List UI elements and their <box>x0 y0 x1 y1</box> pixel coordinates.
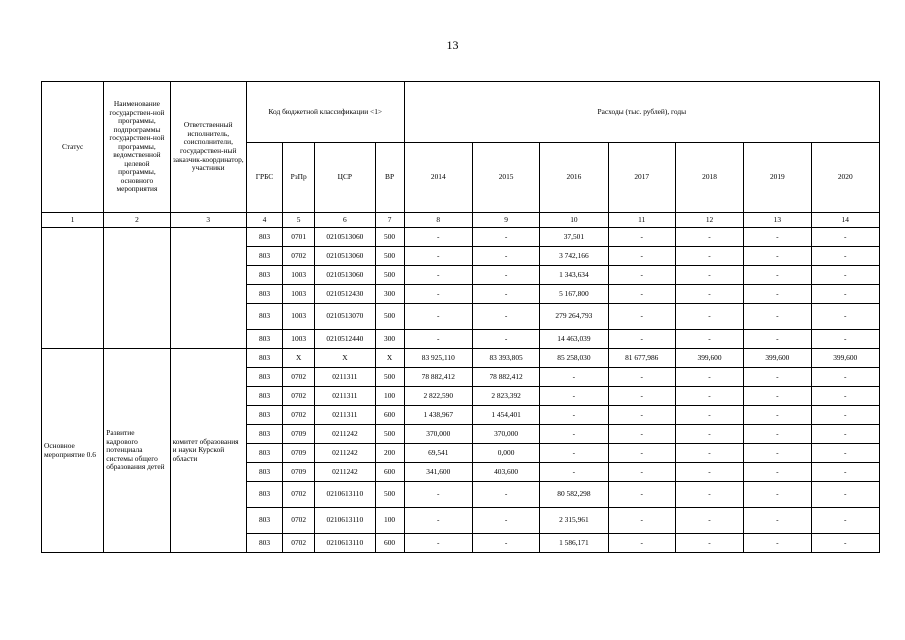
code-cell: 500 <box>375 482 404 508</box>
code-cell: 0702 <box>283 482 315 508</box>
expense-cell: - <box>608 444 675 463</box>
responsible-cell <box>170 228 246 349</box>
header-year: 2020 <box>811 143 880 213</box>
expense-cell: - <box>608 508 675 534</box>
code-cell: 803 <box>246 534 282 553</box>
column-index: 1 <box>42 213 104 228</box>
expense-cell: - <box>404 482 472 508</box>
code-cell: 0701 <box>283 228 315 247</box>
code-cell: 0702 <box>283 387 315 406</box>
code-cell: 500 <box>375 425 404 444</box>
code-cell: 500 <box>375 228 404 247</box>
expense-cell: - <box>472 482 539 508</box>
code-cell: 1003 <box>283 304 315 330</box>
expense-cell: 399,600 <box>811 349 880 368</box>
code-cell: 1003 <box>283 330 315 349</box>
expense-cell: 341,600 <box>404 463 472 482</box>
expense-cell: - <box>675 368 743 387</box>
expense-cell: - <box>811 425 880 444</box>
header-vr: ВР <box>375 143 404 213</box>
expense-cell: 399,600 <box>675 349 743 368</box>
expense-cell: - <box>608 247 675 266</box>
expense-cell: - <box>608 266 675 285</box>
code-cell: X <box>375 349 404 368</box>
table-row <box>42 349 880 368</box>
code-cell: 803 <box>246 349 282 368</box>
code-cell: 0210613110 <box>315 482 375 508</box>
expense-cell: - <box>675 266 743 285</box>
expense-cell: 85 258,030 <box>540 349 608 368</box>
expense-cell: - <box>675 463 743 482</box>
expense-cell: - <box>811 266 880 285</box>
expense-cell: - <box>608 330 675 349</box>
expense-cell: 5 167,800 <box>540 285 608 304</box>
code-cell: 803 <box>246 508 282 534</box>
column-index: 14 <box>811 213 880 228</box>
expense-cell: - <box>744 482 811 508</box>
code-cell: 803 <box>246 304 282 330</box>
expense-cell: 1 438,967 <box>404 406 472 425</box>
expense-cell: - <box>608 534 675 553</box>
expense-cell: - <box>608 406 675 425</box>
code-cell: 803 <box>246 425 282 444</box>
program-name-cell: Развитие кадрового потенциала системы общего образования детей <box>104 349 170 553</box>
header-year: 2015 <box>472 143 539 213</box>
expense-cell: 1 586,171 <box>540 534 608 553</box>
expense-cell: - <box>472 247 539 266</box>
code-cell: 300 <box>375 330 404 349</box>
table-body <box>42 82 880 553</box>
code-cell: 0211242 <box>315 463 375 482</box>
expense-cell: - <box>608 425 675 444</box>
expense-cell: - <box>608 368 675 387</box>
expense-cell: - <box>608 304 675 330</box>
expense-cell: - <box>744 368 811 387</box>
code-cell: 0211242 <box>315 425 375 444</box>
expense-cell: 399,600 <box>744 349 811 368</box>
expense-cell: 1 454,401 <box>472 406 539 425</box>
expense-cell: - <box>811 508 880 534</box>
expense-cell: - <box>540 406 608 425</box>
column-index: 10 <box>540 213 608 228</box>
expense-cell: - <box>472 508 539 534</box>
expense-cell: - <box>744 444 811 463</box>
expense-cell: - <box>404 304 472 330</box>
expense-cell: 69,541 <box>404 444 472 463</box>
code-cell: 0210512430 <box>315 285 375 304</box>
responsible-cell: комитет образования и науки Курской области <box>170 349 246 553</box>
expense-cell: - <box>744 330 811 349</box>
expense-cell: 78 882,412 <box>472 368 539 387</box>
expense-cell: - <box>472 228 539 247</box>
expense-cell: 80 582,298 <box>540 482 608 508</box>
code-cell: 0709 <box>283 425 315 444</box>
header-year: 2019 <box>744 143 811 213</box>
expense-cell: - <box>675 482 743 508</box>
expense-cell: - <box>811 247 880 266</box>
expense-cell: - <box>608 463 675 482</box>
expense-cell: - <box>540 463 608 482</box>
code-cell: 600 <box>375 534 404 553</box>
expense-cell: 0,000 <box>472 444 539 463</box>
expense-cell: - <box>744 508 811 534</box>
expense-cell: - <box>744 406 811 425</box>
code-cell: 200 <box>375 444 404 463</box>
code-cell: 100 <box>375 508 404 534</box>
code-cell: 0211242 <box>315 444 375 463</box>
code-cell: 803 <box>246 247 282 266</box>
code-cell: 0702 <box>283 247 315 266</box>
expense-cell: - <box>744 247 811 266</box>
expense-cell: 14 463,039 <box>540 330 608 349</box>
code-cell: 803 <box>246 266 282 285</box>
code-cell: X <box>315 349 375 368</box>
column-index: 11 <box>608 213 675 228</box>
code-cell: 0210613110 <box>315 534 375 553</box>
code-cell: 600 <box>375 463 404 482</box>
code-cell: 100 <box>375 387 404 406</box>
expense-cell: - <box>404 330 472 349</box>
header-expenses: Расходы (тыс. рублей), годы <box>404 82 879 143</box>
header-year: 2016 <box>540 143 608 213</box>
expense-cell: - <box>608 482 675 508</box>
code-cell: 0210512440 <box>315 330 375 349</box>
column-index: 9 <box>472 213 539 228</box>
expense-cell: - <box>675 330 743 349</box>
column-index: 5 <box>283 213 315 228</box>
expense-cell: - <box>675 425 743 444</box>
code-cell: X <box>283 349 315 368</box>
expense-cell: - <box>608 228 675 247</box>
code-cell: 0210513060 <box>315 266 375 285</box>
status-cell: Основное мероприятие 0.6 <box>42 349 104 553</box>
page-number: 13 <box>446 38 459 52</box>
header-program-name: Наименование государствен-ной программы, подпрограммы государствен-ной программы, ведомственной целевой программы, основного мероприятия <box>104 82 170 213</box>
code-cell: 0211311 <box>315 406 375 425</box>
expense-cell: - <box>675 508 743 534</box>
header-status: Статус <box>42 82 104 213</box>
header-grbs: ГРБС <box>246 143 282 213</box>
expense-cell: - <box>675 406 743 425</box>
code-cell: 0210513060 <box>315 228 375 247</box>
expense-cell: 2 315,961 <box>540 508 608 534</box>
expense-cell: - <box>404 247 472 266</box>
column-index-row <box>42 213 880 228</box>
expense-cell: 3 742,166 <box>540 247 608 266</box>
code-cell: 0702 <box>283 368 315 387</box>
expense-cell: - <box>540 387 608 406</box>
code-cell: 803 <box>246 463 282 482</box>
expense-cell: 279 264,793 <box>540 304 608 330</box>
expense-cell: - <box>675 534 743 553</box>
expense-cell: - <box>811 285 880 304</box>
expense-cell: - <box>404 508 472 534</box>
expense-cell: 370,000 <box>404 425 472 444</box>
expense-cell: - <box>404 228 472 247</box>
code-cell: 300 <box>375 285 404 304</box>
expense-cell: 81 677,986 <box>608 349 675 368</box>
code-cell: 803 <box>246 387 282 406</box>
expense-cell: - <box>675 304 743 330</box>
expense-cell: 2 823,392 <box>472 387 539 406</box>
status-cell <box>42 228 104 349</box>
expense-cell: - <box>675 387 743 406</box>
code-cell: 0210613110 <box>315 508 375 534</box>
code-cell: 1003 <box>283 266 315 285</box>
expense-cell: - <box>540 444 608 463</box>
expense-cell: - <box>744 534 811 553</box>
expense-cell: - <box>811 444 880 463</box>
expense-cell: - <box>404 285 472 304</box>
column-index: 3 <box>170 213 246 228</box>
code-cell: 500 <box>375 368 404 387</box>
expense-cell: - <box>608 387 675 406</box>
expense-cell: - <box>472 330 539 349</box>
expense-cell: - <box>811 534 880 553</box>
header-csr: ЦСР <box>315 143 375 213</box>
expense-cell: - <box>540 368 608 387</box>
header-rzpr: РзПр <box>283 143 315 213</box>
expense-cell: - <box>472 534 539 553</box>
expense-cell: - <box>744 285 811 304</box>
header-year: 2018 <box>675 143 743 213</box>
expense-cell: - <box>675 247 743 266</box>
code-cell: 0702 <box>283 534 315 553</box>
code-cell: 500 <box>375 304 404 330</box>
code-cell: 0702 <box>283 406 315 425</box>
expense-cell: - <box>744 228 811 247</box>
expense-cell: - <box>744 266 811 285</box>
code-cell: 500 <box>375 247 404 266</box>
budget-table <box>41 81 880 553</box>
code-cell: 803 <box>246 330 282 349</box>
expense-cell: - <box>608 285 675 304</box>
code-cell: 803 <box>246 228 282 247</box>
code-cell: 803 <box>246 482 282 508</box>
expense-cell: 403,600 <box>472 463 539 482</box>
expense-cell: - <box>675 285 743 304</box>
expense-cell: - <box>404 266 472 285</box>
expense-cell: - <box>675 444 743 463</box>
expense-cell: - <box>744 425 811 444</box>
column-index: 7 <box>375 213 404 228</box>
expense-cell: - <box>744 463 811 482</box>
expense-cell: 83 393,805 <box>472 349 539 368</box>
expense-cell: - <box>675 228 743 247</box>
column-index: 8 <box>404 213 472 228</box>
expense-cell: - <box>811 330 880 349</box>
header-row-1 <box>42 82 880 143</box>
code-cell: 0210513070 <box>315 304 375 330</box>
column-index: 6 <box>315 213 375 228</box>
expense-cell: 2 822,590 <box>404 387 472 406</box>
expense-cell: - <box>811 463 880 482</box>
program-name-cell <box>104 228 170 349</box>
expense-cell: 78 882,412 <box>404 368 472 387</box>
code-cell: 1003 <box>283 285 315 304</box>
code-cell: 803 <box>246 444 282 463</box>
expense-cell: - <box>472 285 539 304</box>
expense-cell: 370,000 <box>472 425 539 444</box>
header-year: 2014 <box>404 143 472 213</box>
code-cell: 600 <box>375 406 404 425</box>
header-responsible: Ответственный исполнитель, соисполнители, государствен-ный заказчик-координатор, участники <box>170 82 246 213</box>
expense-cell: - <box>744 387 811 406</box>
code-cell: 803 <box>246 285 282 304</box>
expense-cell: 37,501 <box>540 228 608 247</box>
code-cell: 803 <box>246 406 282 425</box>
code-cell: 0702 <box>283 508 315 534</box>
column-index: 4 <box>246 213 282 228</box>
code-cell: 803 <box>246 368 282 387</box>
code-cell: 500 <box>375 266 404 285</box>
code-cell: 0709 <box>283 444 315 463</box>
expense-cell: 1 343,634 <box>540 266 608 285</box>
expense-cell: - <box>811 482 880 508</box>
column-index: 13 <box>744 213 811 228</box>
expense-cell: - <box>811 406 880 425</box>
expense-cell: 83 925,110 <box>404 349 472 368</box>
expense-cell: - <box>811 387 880 406</box>
expense-cell: - <box>404 534 472 553</box>
code-cell: 0211311 <box>315 368 375 387</box>
header-budget-code: Код бюджетной классификации <1> <box>246 82 404 143</box>
header-year: 2017 <box>608 143 675 213</box>
expense-cell: - <box>472 266 539 285</box>
expense-cell: - <box>811 304 880 330</box>
column-index: 12 <box>675 213 743 228</box>
table-row <box>42 228 880 247</box>
expense-cell: - <box>472 304 539 330</box>
expense-cell: - <box>540 425 608 444</box>
expense-cell: - <box>811 368 880 387</box>
code-cell: 0211311 <box>315 387 375 406</box>
expense-cell: - <box>811 228 880 247</box>
code-cell: 0210513060 <box>315 247 375 266</box>
column-index: 2 <box>104 213 170 228</box>
code-cell: 0709 <box>283 463 315 482</box>
expense-cell: - <box>744 304 811 330</box>
